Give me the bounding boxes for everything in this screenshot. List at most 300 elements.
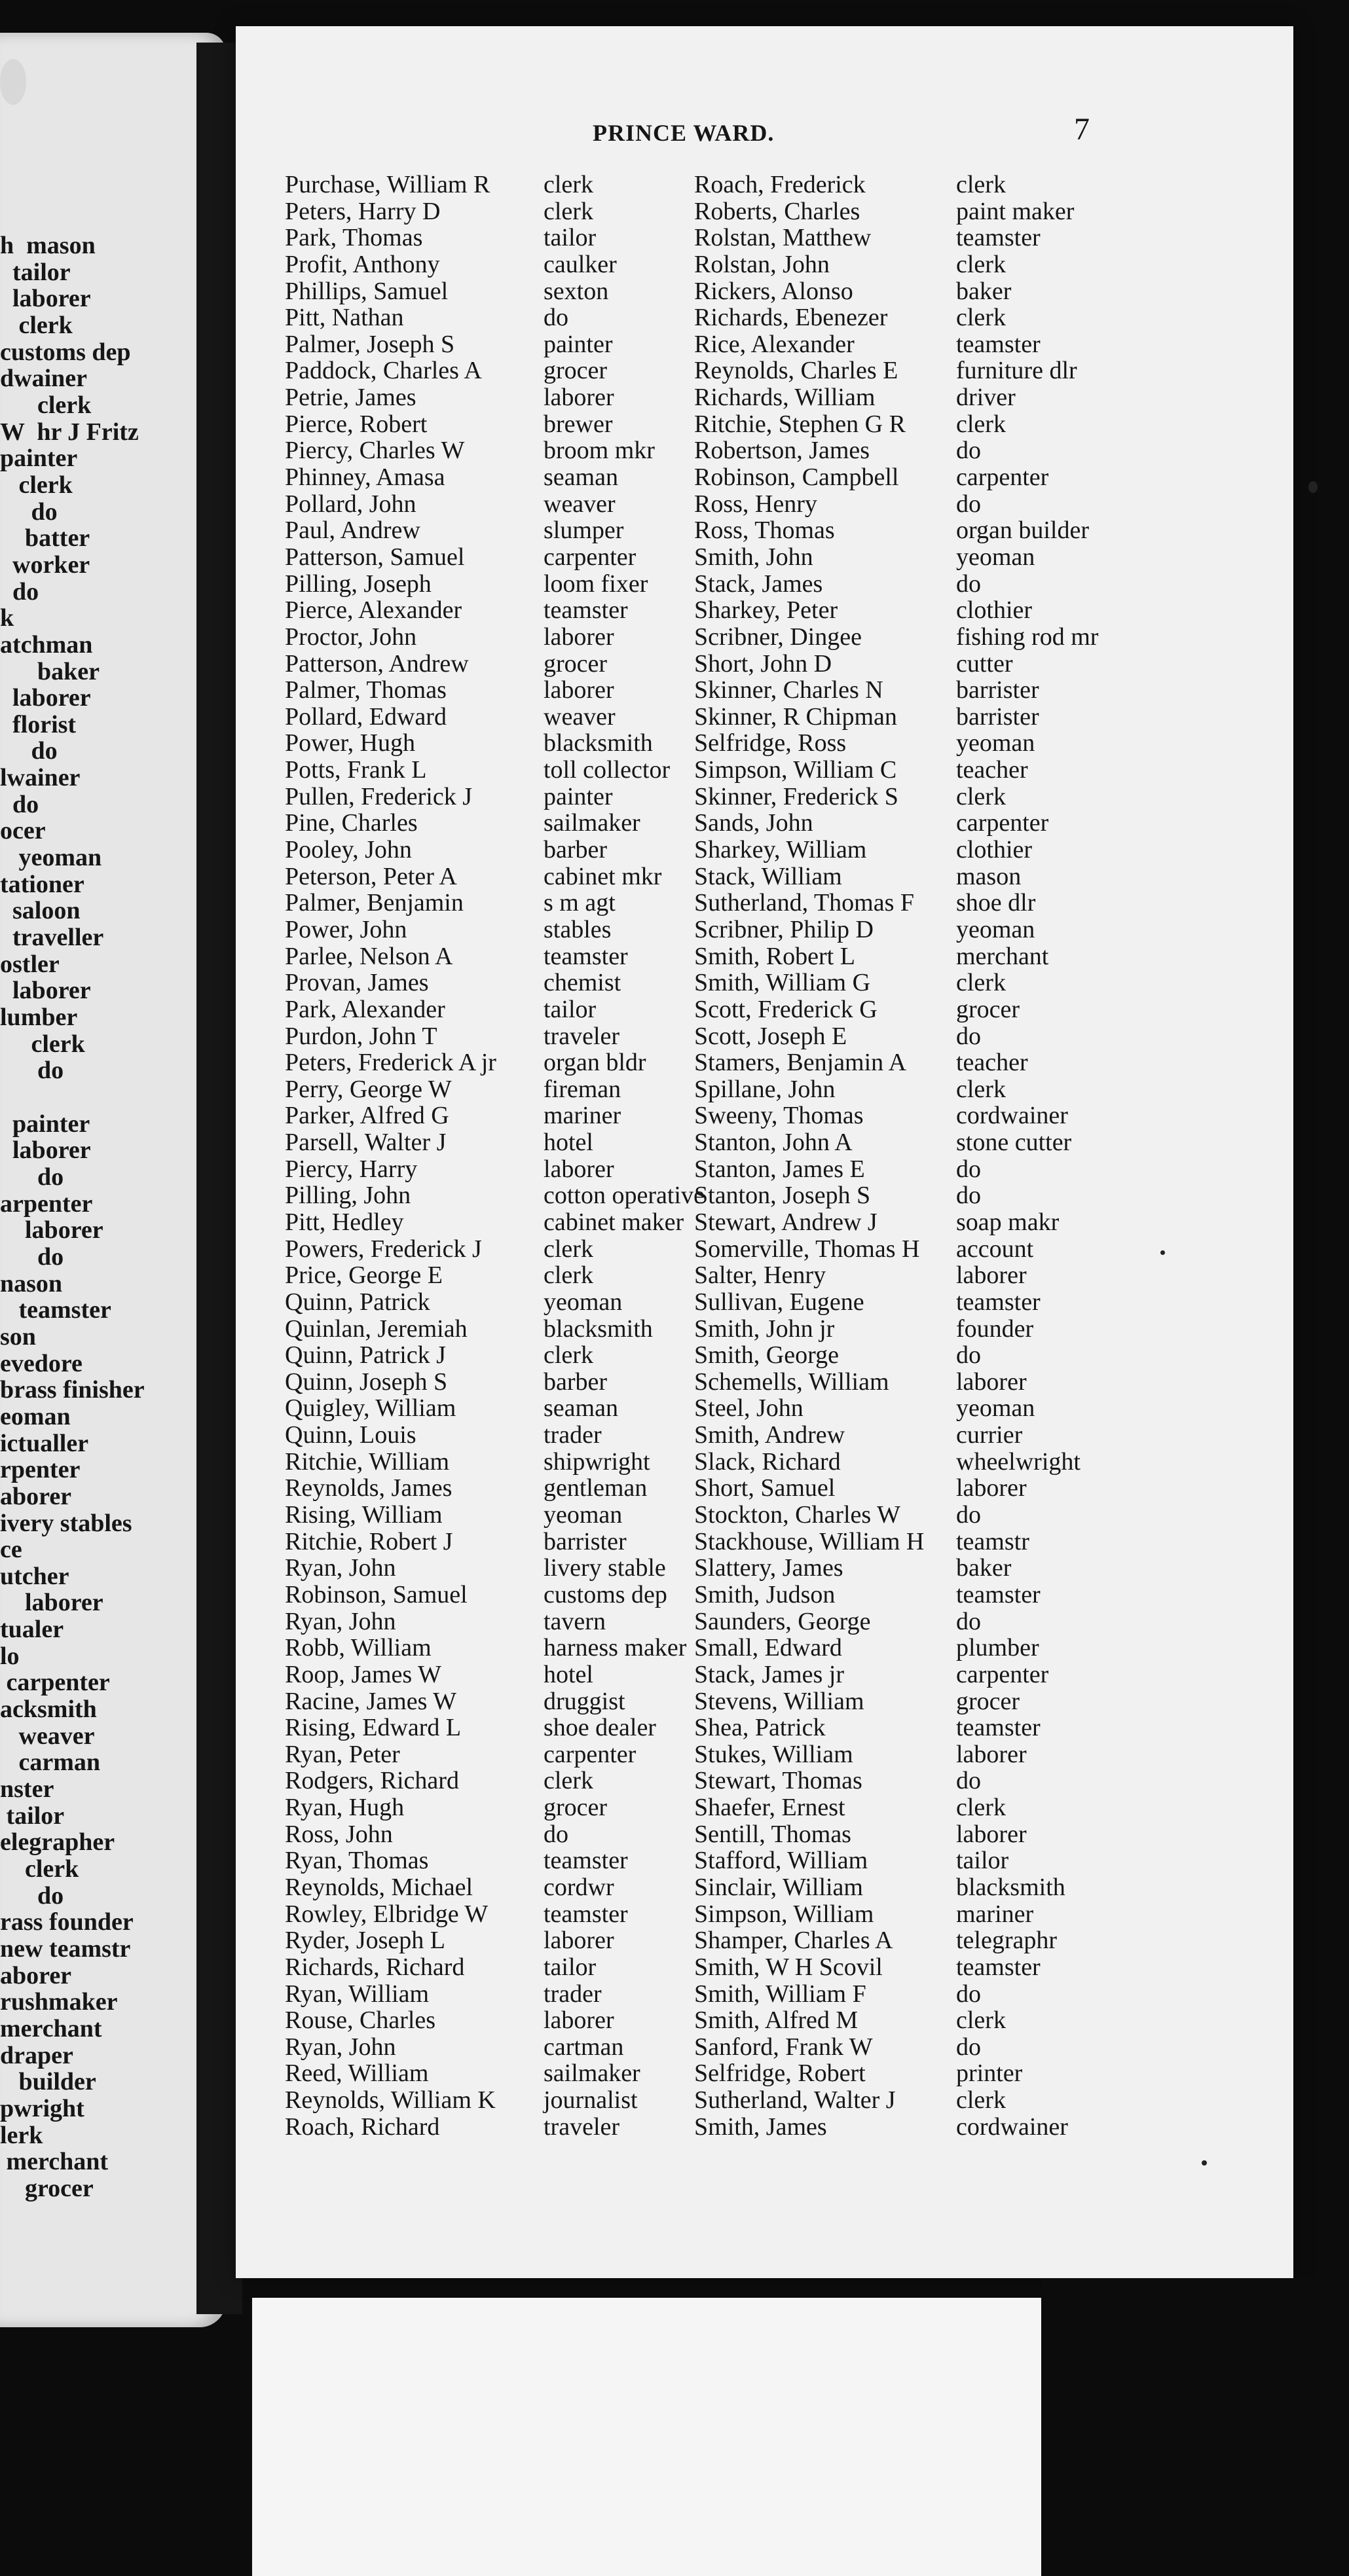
directory-entry <box>285 464 691 491</box>
directory-entry <box>694 1582 1100 1608</box>
entry-occupation: laborer <box>956 1740 1027 1768</box>
entry-name: Powers, Frederick J <box>285 1235 482 1263</box>
directory-entry <box>694 1289 1100 1316</box>
directory-entry <box>694 1954 1100 1981</box>
entry-occupation: stables <box>544 915 612 943</box>
entry-name: Stack, James <box>694 570 823 598</box>
entry-name: Scott, Joseph E <box>694 1022 847 1050</box>
entry-name: Patterson, Andrew <box>285 649 469 678</box>
left-page-fragment: clerk <box>0 471 73 499</box>
entry-occupation: laborer <box>956 1820 1027 1848</box>
entry-name: Stanton, John A <box>694 1129 853 1157</box>
entry-name: Robb, William <box>285 1634 432 1662</box>
entry-occupation: sailmaker <box>544 2059 640 2088</box>
directory-entry <box>285 837 691 863</box>
directory-entry <box>694 677 1100 704</box>
directory-entry <box>285 1289 691 1316</box>
entry-occupation: furniture dlr <box>956 357 1077 385</box>
left-page-fragment: batter <box>0 524 90 553</box>
left-page-fragment: painter <box>0 444 78 473</box>
directory-entry <box>694 2034 1100 2061</box>
entry-occupation: founder <box>956 1315 1034 1343</box>
directory-entry <box>694 970 1100 996</box>
entry-occupation: laborer <box>544 1927 614 1955</box>
entry-name: Smith, Robert L <box>694 942 855 970</box>
left-page-fragment: grocer <box>0 2174 94 2202</box>
left-page-fragment: clerk <box>0 311 73 339</box>
directory-entry <box>694 198 1100 225</box>
directory-entry <box>285 1102 691 1129</box>
entry-name: Rice, Alexander <box>694 330 855 358</box>
entry-name: Simpson, William C <box>694 756 897 784</box>
directory-entry <box>694 1874 1100 1901</box>
directory-entry <box>285 1475 691 1502</box>
entry-name: Pilling, Joseph <box>285 570 432 598</box>
left-page-fragment: rpenter <box>0 1456 81 1484</box>
left-page-fragment: k <box>0 604 14 632</box>
entry-occupation: do <box>956 1155 981 1183</box>
entry-occupation: clothier <box>956 596 1033 625</box>
directory-entry <box>285 1582 691 1608</box>
directory-entry <box>285 1901 691 1928</box>
entry-name: Sharkey, Peter <box>694 596 838 625</box>
entry-occupation: trader <box>544 1980 602 2008</box>
entry-name: Scribner, Philip D <box>694 915 874 943</box>
entry-name: Somerville, Thomas H <box>694 1235 920 1263</box>
entry-name: Price, George E <box>285 1261 443 1290</box>
entry-name: Stanton, James E <box>694 1155 865 1183</box>
left-page-fragment: nster <box>0 1775 54 1804</box>
directory-entry <box>694 730 1100 757</box>
background <box>1041 2278 1349 2566</box>
entry-name: Shaefer, Ernest <box>694 1794 845 1822</box>
directory-entry <box>694 411 1100 438</box>
entry-name: Sanford, Frank W <box>694 2033 873 2061</box>
entry-occupation: grocer <box>544 357 608 385</box>
directory-entry <box>285 1608 691 1635</box>
entry-name: Paul, Andrew <box>285 517 420 545</box>
directory-entry <box>285 1794 691 1821</box>
entry-name: Reynolds, William K <box>285 2086 496 2114</box>
entry-occupation: chemist <box>544 969 621 997</box>
directory-entry <box>694 1927 1100 1954</box>
entry-name: Simpson, William <box>694 1900 874 1928</box>
left-page-fragment: atchman <box>0 630 93 659</box>
directory-entry <box>285 571 691 598</box>
entry-occupation: clerk <box>956 2006 1006 2035</box>
left-page-fragment: laborer <box>0 285 91 313</box>
entry-name: Stewart, Thomas <box>694 1767 862 1795</box>
entry-occupation: traveler <box>544 2113 620 2141</box>
entry-occupation: paint maker <box>956 197 1075 225</box>
directory-entry <box>694 2060 1100 2087</box>
entry-name: Stackhouse, William H <box>694 1527 925 1555</box>
directory-entry <box>694 1209 1100 1236</box>
entry-name: Ross, John <box>285 1820 393 1848</box>
entry-name: Parker, Alfred G <box>285 1102 449 1130</box>
entry-name: Phinney, Amasa <box>285 463 445 492</box>
entry-occupation: loom fixer <box>544 570 648 598</box>
directory-entry <box>694 225 1100 251</box>
left-page-fragment: laborer <box>0 1216 103 1244</box>
entry-occupation: cartman <box>544 2033 624 2061</box>
entry-occupation: carpenter <box>956 463 1049 492</box>
entry-occupation: laborer <box>544 384 614 412</box>
directory-entry <box>285 1688 691 1715</box>
directory-entry <box>285 1449 691 1476</box>
directory-entry <box>285 1236 691 1263</box>
entry-occupation: wheelwright <box>956 1447 1081 1476</box>
left-page-fragment: traveller <box>0 924 104 952</box>
left-page-fragment: baker <box>0 657 100 685</box>
entry-name: Ryder, Joseph L <box>285 1927 445 1955</box>
entry-name: Pollard, John <box>285 490 416 518</box>
directory-entry <box>694 251 1100 278</box>
entry-name: Quigley, William <box>285 1394 456 1423</box>
entry-occupation: clerk <box>544 1767 593 1795</box>
entry-name: Pitt, Nathan <box>285 304 404 332</box>
directory-entry <box>694 837 1100 863</box>
directory-entry <box>694 491 1100 518</box>
entry-occupation: barrister <box>956 676 1039 704</box>
entry-name: Small, Edward <box>694 1634 842 1662</box>
directory-entry <box>285 491 691 518</box>
entry-name: Quinn, Patrick J <box>285 1341 446 1370</box>
entry-name: Proctor, John <box>285 623 417 651</box>
directory-entry <box>694 1262 1100 1289</box>
directory-entry <box>694 624 1100 651</box>
entry-name: Rouse, Charles <box>285 2006 436 2035</box>
left-page-fragment: do <box>0 1057 64 1085</box>
entry-name: Roach, Richard <box>285 2113 440 2141</box>
entry-name: Short, John D <box>694 649 832 678</box>
entry-occupation: yeoman <box>956 543 1035 571</box>
left-page-fragment: clerk <box>0 1030 85 1058</box>
left-page-fragment: do <box>0 577 39 606</box>
entry-occupation: organ builder <box>956 517 1089 545</box>
directory-entry <box>285 1635 691 1661</box>
entry-name: Purdon, John T <box>285 1022 437 1050</box>
directory-entry <box>285 2007 691 2034</box>
directory-entry <box>285 1395 691 1422</box>
directory-entry <box>694 1316 1100 1343</box>
entry-occupation: cordwainer <box>956 1102 1068 1130</box>
directory-entry <box>694 1369 1100 1396</box>
directory-entry <box>285 278 691 305</box>
entry-name: Roop, James W <box>285 1660 441 1688</box>
directory-entry <box>285 1874 691 1901</box>
entry-name: Quinn, Joseph S <box>285 1368 448 1396</box>
left-page-fragment: arpenter <box>0 1189 93 1218</box>
left-page-fragment: builder <box>0 2068 96 2096</box>
directory-entry <box>285 198 691 225</box>
directory-entry <box>694 1981 1100 2008</box>
entry-occupation: slumper <box>544 517 624 545</box>
entry-occupation: laborer <box>544 623 614 651</box>
directory-entry <box>285 2060 691 2087</box>
entry-name: Schemells, William <box>694 1368 889 1396</box>
directory-entry <box>285 1209 691 1236</box>
left-page-fragment: evedore <box>0 1349 83 1377</box>
entry-occupation: painter <box>544 782 613 810</box>
entry-name: Ryan, John <box>285 1607 396 1635</box>
entry-name: Racine, James W <box>285 1687 457 1715</box>
entry-occupation: fireman <box>544 1075 621 1103</box>
entry-name: Pierce, Alexander <box>285 596 462 625</box>
entry-name: Stewart, Andrew J <box>694 1208 878 1236</box>
entry-occupation: blacksmith <box>544 1315 653 1343</box>
entry-occupation: clerk <box>956 969 1006 997</box>
left-page-fragment: lo <box>0 1642 20 1670</box>
entry-occupation: cabinet mkr <box>544 862 662 890</box>
entry-occupation: carpenter <box>544 543 637 571</box>
entry-occupation: do <box>956 490 981 518</box>
directory-entry <box>285 384 691 411</box>
entry-name: Piercy, Charles W <box>285 437 465 465</box>
entry-name: Sweeny, Thomas <box>694 1102 864 1130</box>
entry-occupation: carpenter <box>956 809 1049 837</box>
entry-occupation: teamster <box>956 224 1041 252</box>
directory-entry <box>694 2087 1100 2114</box>
directory-entry <box>694 1821 1100 1848</box>
entry-occupation: teamstr <box>956 1527 1029 1555</box>
directory-entry <box>285 172 691 198</box>
directory-entry <box>285 810 691 837</box>
directory-entry <box>285 437 691 464</box>
entry-occupation: traveler <box>544 1022 620 1050</box>
entry-occupation: carpenter <box>544 1740 637 1768</box>
directory-entry <box>285 1182 705 1210</box>
entry-occupation: customs dep <box>544 1580 667 1608</box>
entry-name: Ritchie, William <box>285 1447 450 1476</box>
directory-entry <box>694 890 1100 916</box>
entry-name: Ryan, Peter <box>285 1740 400 1768</box>
directory-entry <box>694 1794 1100 1821</box>
directory-entry <box>285 1981 691 2008</box>
entry-name: Skinner, Charles N <box>694 676 883 704</box>
left-page-fragment: painter <box>0 1110 90 1138</box>
entry-occupation: caulker <box>544 250 617 278</box>
directory-entry <box>694 278 1100 305</box>
entry-occupation: teamster <box>956 1953 1041 1981</box>
left-page-fragment: clerk <box>0 391 92 419</box>
directory-entry <box>694 943 1100 970</box>
entry-name: Reynolds, James <box>285 1474 453 1502</box>
left-page-fragment: rushmaker <box>0 1988 118 2016</box>
entry-name: Smith, William G <box>694 969 871 997</box>
directory-entry <box>694 704 1100 731</box>
directory-entry <box>694 1422 1100 1449</box>
directory-entry <box>285 943 691 970</box>
left-page-fragment: merchant <box>0 2014 102 2042</box>
directory-entry <box>694 1182 1100 1209</box>
directory-entry <box>285 1502 691 1529</box>
left-page-fragment: merchant <box>0 2148 108 2176</box>
directory-entry <box>694 1102 1100 1129</box>
entry-occupation: shipwright <box>544 1447 650 1476</box>
directory-column-left <box>285 171 705 2141</box>
left-page-fragment: laborer <box>0 977 91 1005</box>
entry-occupation: teamster <box>544 942 628 970</box>
entry-name: Stanton, Joseph S <box>694 1182 871 1210</box>
entry-name: Stockton, Charles W <box>694 1501 900 1529</box>
entry-name: Ryan, John <box>285 2033 396 2061</box>
entry-name: Smith, Alfred M <box>694 2006 859 2035</box>
directory-entry <box>694 1635 1100 1661</box>
directory-entry <box>694 597 1100 624</box>
entry-name: Power, Hugh <box>285 729 416 757</box>
entry-name: Profit, Anthony <box>285 250 440 278</box>
entry-occupation: account <box>956 1235 1034 1263</box>
directory-entry <box>694 1395 1100 1422</box>
left-page-fragment: laborer <box>0 1589 103 1617</box>
directory-entry <box>694 2007 1100 2034</box>
directory-entry <box>694 1555 1100 1582</box>
entry-name: Scott, Frederick G <box>694 995 878 1023</box>
left-page-fragment: tailor <box>0 1802 65 1830</box>
entry-name: Peters, Frederick A jr <box>285 1049 496 1077</box>
entry-occupation: do <box>956 1767 981 1795</box>
entry-name: Reynolds, Charles E <box>694 357 898 385</box>
directory-entry <box>285 916 691 943</box>
directory-entry <box>285 1262 691 1289</box>
entry-occupation: tailor <box>544 224 597 252</box>
directory-entry <box>285 651 691 678</box>
entry-name: Roach, Frederick <box>694 171 866 198</box>
directory-entry <box>285 2034 691 2061</box>
entry-name: Stamers, Benjamin A <box>694 1049 907 1077</box>
entry-name: Perry, George W <box>285 1075 452 1103</box>
entry-occupation: teacher <box>956 1049 1028 1077</box>
directory-entry <box>694 331 1100 358</box>
entry-occupation: merchant <box>956 942 1049 970</box>
directory-entry <box>694 1768 1100 1794</box>
left-page-fragment: tualer <box>0 1616 64 1644</box>
entry-name: Robinson, Samuel <box>285 1580 468 1608</box>
entry-occupation: yeoman <box>956 1394 1035 1423</box>
entry-occupation: clerk <box>956 304 1006 332</box>
entry-name: Palmer, Joseph S <box>285 330 455 358</box>
entry-name: Steel, John <box>694 1394 804 1423</box>
entry-name: Quinn, Patrick <box>285 1288 430 1316</box>
entry-occupation: laborer <box>544 676 614 704</box>
directory-entry <box>285 1741 691 1768</box>
ink-speck <box>1308 481 1318 493</box>
entry-name: Robinson, Campbell <box>694 463 899 492</box>
entry-occupation: currier <box>956 1421 1023 1449</box>
directory-entry <box>694 1023 1100 1050</box>
left-page-fragment: customs dep <box>0 338 131 366</box>
entry-occupation: carpenter <box>956 1660 1049 1688</box>
entry-name: Smith, John <box>694 543 813 571</box>
directory-entry <box>694 1475 1100 1502</box>
directory-entry <box>694 651 1100 678</box>
directory-entry <box>285 517 691 544</box>
entry-occupation: organ bldr <box>544 1049 646 1077</box>
entry-occupation: shoe dlr <box>956 889 1036 917</box>
left-page-fragment: ivery stables <box>0 1509 132 1537</box>
entry-name: Smith, William F <box>694 1980 866 2008</box>
directory-entry <box>285 2114 691 2141</box>
entry-occupation: tailor <box>544 995 597 1023</box>
directory-entry <box>694 1688 1100 1715</box>
entry-name: Petrie, James <box>285 384 416 412</box>
entry-name: Short, Samuel <box>694 1474 836 1502</box>
directory-entry <box>285 1714 691 1741</box>
entry-occupation: yeoman <box>956 729 1035 757</box>
entry-occupation: teamster <box>956 330 1041 358</box>
left-page-fragment: carman <box>0 1749 101 1777</box>
entry-occupation: grocer <box>544 649 608 678</box>
entry-name: Sullivan, Eugene <box>694 1288 864 1316</box>
entry-occupation: clerk <box>956 1075 1006 1103</box>
entry-name: Ross, Henry <box>694 490 817 518</box>
left-page-fragment: h mason <box>0 232 96 259</box>
entry-name: Selfridge, Ross <box>694 729 847 757</box>
directory-entry <box>285 1076 691 1103</box>
entry-name: Stukes, William <box>694 1740 853 1768</box>
entry-name: Sutherland, Thomas F <box>694 889 915 917</box>
directory-entry <box>285 996 691 1023</box>
left-page-fragment: pwright <box>0 2094 84 2122</box>
entry-occupation: painter <box>544 330 613 358</box>
entry-name: Provan, James <box>285 969 429 997</box>
entry-name: Smith, Judson <box>694 1580 836 1608</box>
entry-name: Sutherland, Walter J <box>694 2086 896 2114</box>
entry-occupation: cordwainer <box>956 2113 1068 2141</box>
left-page-fragment: brass finisher <box>0 1376 145 1404</box>
entry-name: Smith, Andrew <box>694 1421 845 1449</box>
entry-name: Sentill, Thomas <box>694 1820 851 1848</box>
entry-occupation: broom mkr <box>544 437 655 465</box>
left-page-fragment: tationer <box>0 870 84 898</box>
directory-entry <box>285 251 691 278</box>
entry-occupation: tailor <box>544 1953 597 1981</box>
entry-name: Rodgers, Richard <box>285 1767 459 1795</box>
directory-entry <box>694 1129 1100 1156</box>
entry-occupation: teamster <box>956 1714 1041 1742</box>
directory-entry <box>285 970 691 996</box>
directory-entry <box>694 304 1100 331</box>
entry-occupation: teamster <box>956 1580 1041 1608</box>
directory-entry <box>694 1502 1100 1529</box>
directory-entry <box>694 1449 1100 1476</box>
directory-entry <box>694 784 1100 810</box>
ink-speck <box>1202 2160 1207 2166</box>
entry-occupation: seaman <box>544 463 618 492</box>
entry-occupation: do <box>956 437 981 465</box>
entry-occupation: clerk <box>544 197 593 225</box>
entry-occupation: harness maker <box>544 1634 687 1662</box>
directory-entry <box>694 172 1100 198</box>
directory-entry <box>694 571 1100 598</box>
directory-entry <box>285 1342 691 1369</box>
entry-occupation: do <box>544 1820 568 1848</box>
entry-occupation: mariner <box>544 1102 621 1130</box>
directory-entry <box>285 1129 691 1156</box>
entry-name: Skinner, R Chipman <box>694 702 897 731</box>
entry-name: Scribner, Dingee <box>694 623 862 651</box>
entry-occupation: do <box>956 1182 981 1210</box>
entry-name: Quinn, Louis <box>285 1421 416 1449</box>
entry-name: Ritchie, Robert J <box>285 1527 453 1555</box>
entry-name: Quinlan, Jeremiah <box>285 1315 468 1343</box>
entry-occupation: clerk <box>956 2086 1006 2114</box>
directory-entry <box>285 784 691 810</box>
left-page-fragment: utcher <box>0 1562 69 1590</box>
directory-entry <box>694 1661 1100 1688</box>
entry-occupation: teamster <box>544 596 628 625</box>
